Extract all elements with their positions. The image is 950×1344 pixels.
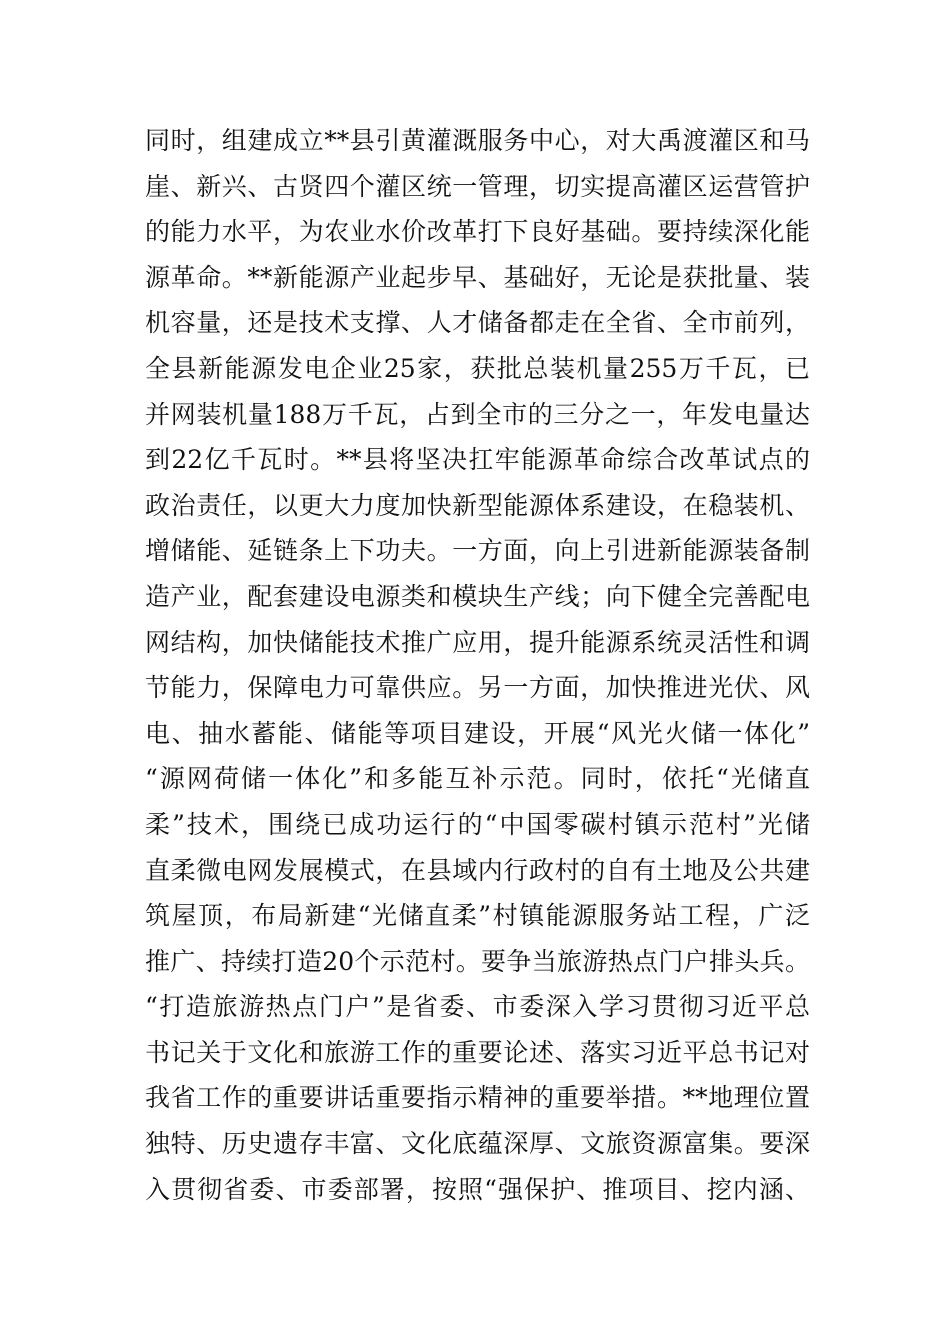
text-line: 源革命。**新能源产业起步早、基础好，无论是获批量、装 — [145, 262, 810, 292]
text-line: 机容量，还是技术支撑、人才储备都走在全省、全市前列， — [145, 308, 810, 338]
text-line: 全县新能源发电企业25家，获批总装机量255万千瓦，已 — [145, 353, 810, 383]
body-text — [145, 118, 810, 1212]
text-line: 入贯彻省委、市委部署，按照“强保护、推项目、挖内涵、 — [145, 1174, 810, 1204]
text-line: 到22亿千瓦时。**县将坚决扛牢能源革命综合改革试点的 — [145, 445, 810, 475]
text-line: 筑屋顶，布局新建“光储直柔”村镇能源服务站工程，广泛 — [145, 901, 810, 931]
text-line: 同时，组建成立**县引黄灌溉服务中心，对大禹渡灌区和马 — [145, 126, 810, 155]
text-line: 造产业，配套建设电源类和模块生产线；向下健全完善配电 — [145, 581, 810, 611]
text-line: 增储能、延链条上下功夫。一方面，向上引进新能源装备制 — [145, 536, 810, 566]
text-line: 书记关于文化和旅游工作的重要论述、落实习近平总书记对 — [145, 1037, 810, 1067]
text-line: 网结构，加快储能技术推广应用，提升能源系统灵活性和调 — [145, 627, 810, 657]
text-line: “打造旅游热点门户”是省委、市委深入学习贯彻习近平总 — [145, 992, 810, 1022]
text-line: 并网装机量188万千瓦，占到全市的三分之一，年发电量达 — [145, 399, 810, 429]
text-line: 的能力水平，为农业水价改革打下良好基础。要持续深化能 — [145, 217, 810, 247]
text-line: 独特、历史遗存丰富、文化底蕴深厚、文旅资源富集。要深 — [145, 1129, 810, 1159]
text-line: 推广、持续打造20个示范村。要争当旅游热点门户排头兵。 — [145, 946, 810, 976]
text-line: 直柔微电网发展模式，在县域内行政村的自有土地及公共建 — [145, 855, 810, 885]
text-line: 节能力，保障电力可靠供应。另一方面，加快推进光伏、风 — [145, 673, 810, 703]
text-line: 电、抽水蓄能、储能等项目建设，开展“风光火储一体化” — [145, 718, 810, 748]
text-line: 我省工作的重要讲话重要指示精神的重要举措。**地理位置 — [145, 1083, 810, 1113]
text-line: 崖、新兴、古贤四个灌区统一管理，切实提高灌区运营管护 — [145, 171, 810, 201]
text-line: 柔”技术，围绕已成功运行的“中国零碳村镇示范村”光储 — [145, 809, 810, 839]
text-line: “源网荷储一体化”和多能互补示范。同时，依托“光储直 — [145, 764, 810, 794]
text-line: 政治责任，以更大力度加快新型能源体系建设，在稳装机、 — [145, 490, 810, 520]
